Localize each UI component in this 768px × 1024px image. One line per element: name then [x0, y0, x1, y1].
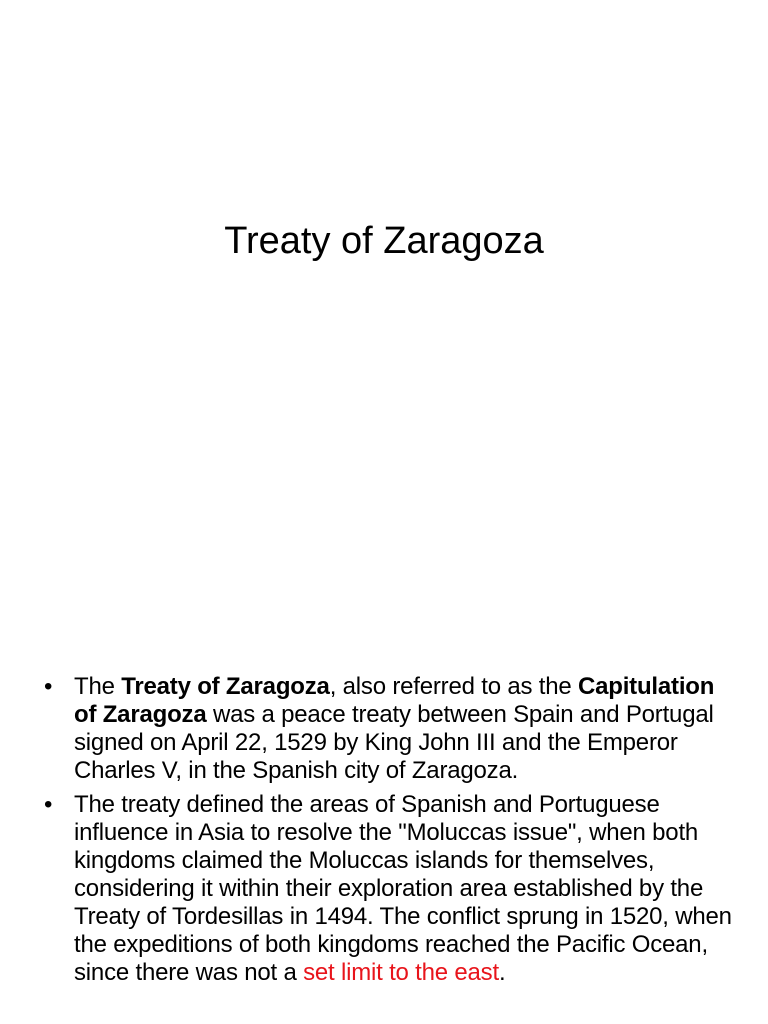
bullet-item-2 — [44, 791, 734, 987]
bullet-1-bold-treaty-name: Treaty of Zaragoza — [121, 673, 330, 700]
bullet-2-text-2: . — [498, 959, 506, 986]
slide-title: Treaty of Zaragoza — [224, 220, 544, 262]
bullet-item-1 — [44, 673, 734, 785]
bullet-2-link-set-limit[interactable]: set limit to the east — [303, 959, 499, 986]
bullet-marker: • — [44, 791, 53, 818]
bullet-1-text-1: The — [74, 673, 122, 700]
bullet-marker: • — [44, 673, 53, 700]
bullet-1-bold-capitulation-name: Capitulation of Zaragoza — [74, 673, 715, 728]
bullet-1-text-2: , also referred to as the — [329, 673, 578, 700]
bullet-2-text-1: The treaty defined the areas of Spanish and Portuguese influence in Asia to resolve the "Moluccas issue", when both kingdoms claimed the Moluccas islands for themselves, considering it within their exploration area established by the Treaty of Tordesillas in 1494. The conflict sprung in 1520, when the expeditions of both kingdoms reached the Pacific Ocean, since there was not a — [74, 791, 732, 986]
bullet-1-text-3: was a peace treaty between Spain and Portugal signed on April 22, 1529 by King John III and the Emperor Charles V, in the Spanish city of Zaragoza. — [74, 701, 714, 784]
bullet-list — [44, 673, 734, 993]
